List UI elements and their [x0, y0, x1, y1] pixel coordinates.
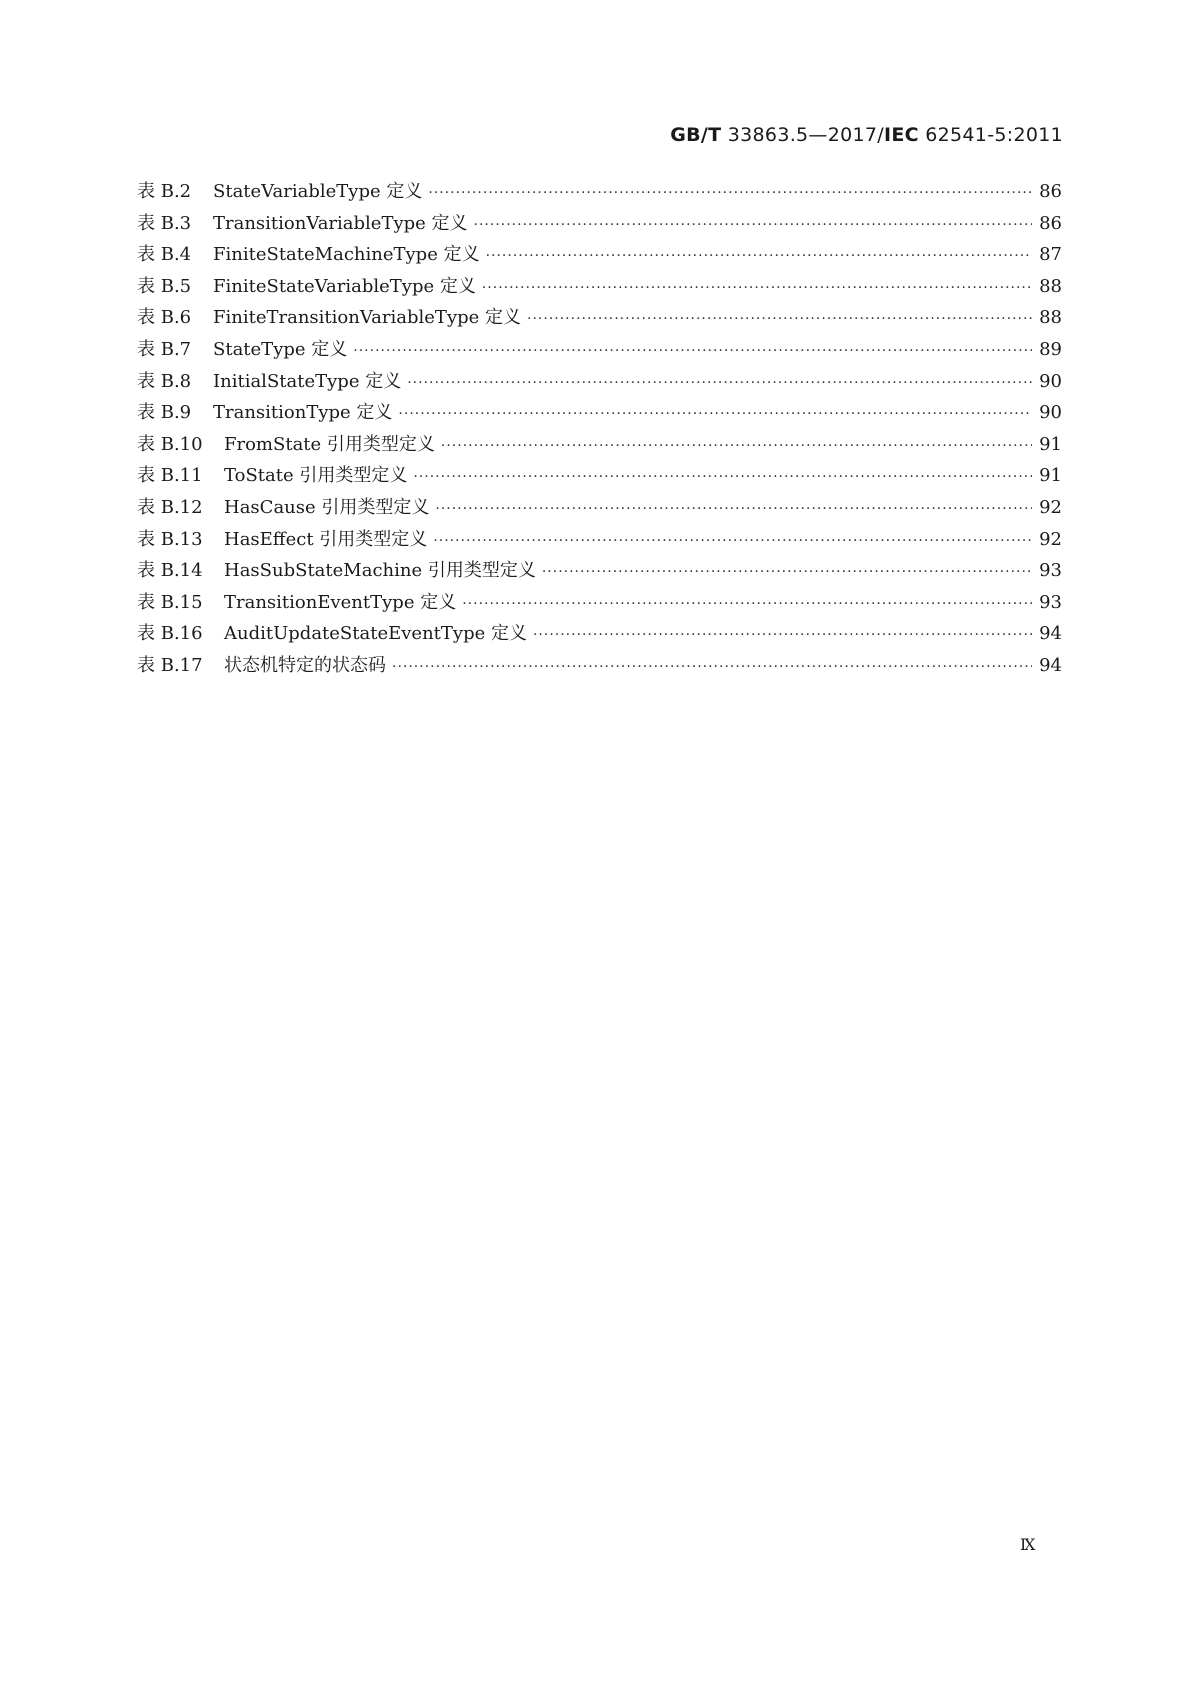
toc-entry-page: 94	[1039, 623, 1062, 645]
toc-entry-title: HasCause 引用类型定义	[224, 496, 430, 518]
header-iec-number: 62541-5:2011	[925, 124, 1063, 146]
toc-entry-title: StateVariableType 定义	[213, 181, 423, 202]
toc-entry-number: 表 B.9	[137, 402, 192, 424]
toc-entry-title: HasEffect 引用类型定义	[224, 528, 428, 550]
toc-entry-page: 93	[1039, 560, 1062, 582]
toc-leader-dots	[533, 627, 1032, 643]
toc-leader-dots	[482, 280, 1032, 296]
toc-entry-page: 87	[1039, 244, 1062, 266]
toc-entry-page: 86	[1039, 212, 1062, 234]
toc-entry-page: 89	[1039, 338, 1062, 360]
toc-entry-page: 90	[1039, 370, 1062, 392]
toc-entry-title: FiniteStateMachineType 定义	[213, 244, 480, 266]
toc-entry-page: 94	[1039, 654, 1062, 676]
toc-entry-number: 表 B.5	[137, 275, 192, 297]
toc-entry[interactable]	[137, 619, 1062, 651]
toc-entry[interactable]	[137, 525, 1062, 557]
toc-entry[interactable]	[137, 588, 1062, 620]
toc-entry[interactable]	[137, 493, 1062, 525]
toc-entry-number: 表 B.7	[137, 338, 192, 360]
toc-entry-title: 状态机特定的状态码	[224, 654, 386, 676]
header-number: 33863.5—2017/	[727, 124, 884, 146]
toc-entry-title: FiniteStateVariableType 定义	[213, 275, 476, 297]
toc-leader-dots	[527, 311, 1032, 327]
toc-entry[interactable]	[137, 430, 1062, 462]
toc-entry[interactable]	[137, 177, 1062, 209]
toc-entry-title: TransitionType 定义	[213, 402, 393, 424]
toc-entry-number: 表 B.3	[137, 212, 192, 234]
toc-entry-title: AuditUpdateStateEventType 定义	[224, 623, 527, 645]
toc-entry-number: 表 B.11	[137, 465, 203, 487]
toc-entry[interactable]	[137, 303, 1062, 335]
toc-entry-page: 90	[1039, 402, 1062, 424]
toc-leader-dots	[392, 659, 1032, 675]
header-standard: GB/T	[670, 124, 722, 146]
toc-entry[interactable]	[137, 272, 1062, 304]
toc-entry[interactable]	[137, 209, 1062, 241]
toc-entry-number: 表 B.10	[137, 433, 203, 455]
toc-leader-dots	[542, 564, 1032, 580]
toc-entry[interactable]	[137, 651, 1062, 683]
toc-entry-title: ToState 引用类型定义	[224, 465, 408, 487]
toc-leader-dots	[486, 248, 1032, 264]
toc-entry-number: 表 B.17	[137, 654, 203, 676]
toc-leader-dots	[398, 406, 1032, 422]
toc-entry-title: InitialStateType 定义	[213, 370, 402, 392]
toc-entry[interactable]	[137, 398, 1062, 430]
toc-entry-number: 表 B.4	[137, 244, 192, 266]
toc-entry-title: FromState 引用类型定义	[224, 433, 435, 455]
toc-entry-title: TransitionEventType 定义	[224, 591, 457, 613]
toc-entry-page: 91	[1039, 465, 1062, 487]
toc-entry-title: FiniteTransitionVariableType 定义	[213, 307, 522, 329]
toc-entry-page: 88	[1039, 275, 1062, 297]
header-iec: IEC	[884, 124, 919, 146]
toc-entry-page: 88	[1039, 307, 1062, 329]
toc-entry-number: 表 B.13	[137, 528, 203, 550]
toc-entry[interactable]	[137, 240, 1062, 272]
toc-leader-dots	[462, 596, 1032, 612]
page-number: Ⅸ	[1020, 1535, 1036, 1554]
toc-leader-dots	[353, 343, 1032, 359]
toc-leader-dots	[441, 438, 1032, 454]
toc-entry-page: 91	[1039, 433, 1062, 455]
toc-entry-page: 92	[1039, 528, 1062, 550]
toc-entry-number: 表 B.15	[137, 591, 203, 613]
toc-entry-title: TransitionVariableType 定义	[213, 212, 468, 234]
toc-entry-page: 92	[1039, 496, 1062, 518]
page-header	[670, 124, 1063, 146]
toc-entry[interactable]	[137, 367, 1062, 399]
toc-entry-number: 表 B.8	[137, 370, 192, 392]
toc-entry-number: 表 B.12	[137, 496, 203, 518]
toc-leader-dots	[435, 501, 1032, 517]
toc-entry-number: 表 B.16	[137, 623, 203, 645]
toc-leader-dots	[413, 469, 1032, 485]
toc-entry-page: 86	[1039, 181, 1062, 202]
toc-leader-dots	[428, 185, 1032, 201]
toc-entry-title: StateType 定义	[213, 338, 348, 360]
toc-leader-dots	[474, 217, 1032, 233]
toc-entry-page: 93	[1039, 591, 1062, 613]
toc-entry-number: 表 B.6	[137, 307, 192, 329]
toc-leader-dots	[433, 533, 1032, 549]
toc-entry-title: HasSubStateMachine 引用类型定义	[224, 560, 536, 582]
toc-entry[interactable]	[137, 556, 1062, 588]
toc-entry[interactable]	[137, 461, 1062, 493]
toc-leader-dots	[407, 375, 1032, 391]
toc-entry-number: 表 B.2	[137, 181, 192, 202]
toc-entry[interactable]	[137, 335, 1062, 367]
toc-entry-number: 表 B.14	[137, 560, 203, 582]
table-of-contents	[137, 177, 1062, 683]
